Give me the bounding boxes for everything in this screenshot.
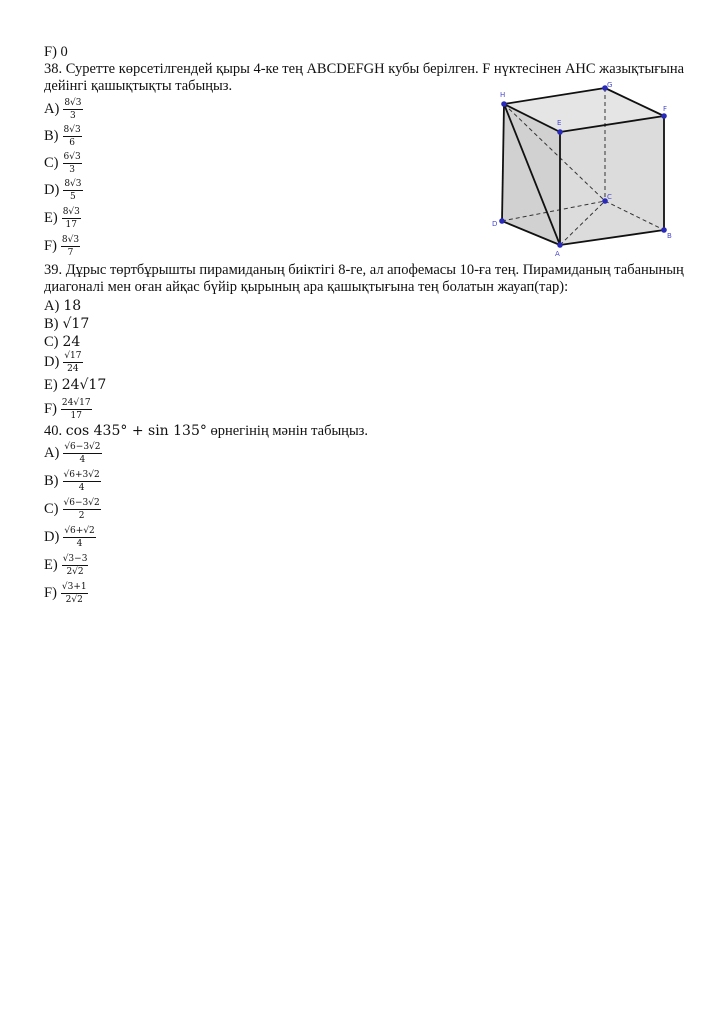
vertex-label-A: A <box>555 250 560 258</box>
option-fraction <box>61 582 88 605</box>
fraction-numerator: √6−3√2 <box>63 497 100 508</box>
q38-text-line2: дейінгі қашықтықты табыңыз. <box>44 78 233 94</box>
fraction-numerator: 6√3 <box>63 151 81 162</box>
vertex-F <box>661 113 667 119</box>
option-fraction <box>63 470 101 493</box>
vertex-H <box>501 101 507 107</box>
option-fraction <box>63 442 101 465</box>
option-fraction <box>62 554 89 577</box>
fraction-numerator: √3−3 <box>62 553 88 564</box>
option-label: B) <box>44 315 59 332</box>
fraction-numerator: √6−3√2 <box>64 441 101 452</box>
q40-expression: cos 435° + sin 135° <box>65 423 207 439</box>
option-label: B) <box>44 127 59 144</box>
q40-option-b[interactable] <box>44 468 101 494</box>
option-fraction <box>63 351 82 374</box>
q38-text-line1: 38. Суретте көрсетілгендей қыры 4-ке тең ABCDEFGH кубы берілген. F нүктесінен AHC жазықтығына <box>44 61 685 77</box>
option-label: A) <box>44 444 60 461</box>
fraction-denominator: 5 <box>70 191 76 202</box>
option-label: C) <box>44 333 59 350</box>
vertex-label-H: H <box>500 91 506 99</box>
fraction-numerator: 24√17 <box>61 397 91 408</box>
fraction-denominator: 2√2 <box>66 566 84 577</box>
fraction-denominator: 7 <box>67 247 74 258</box>
cube-face-front <box>560 116 664 245</box>
q40-number: 40. <box>44 423 63 439</box>
fraction-numerator: 8√3 <box>64 97 82 108</box>
fraction-denominator: 17 <box>65 219 77 230</box>
fraction-denominator: 17 <box>70 410 82 421</box>
fraction-denominator: 2 <box>78 510 85 521</box>
q40-option-d[interactable] <box>44 524 96 550</box>
fraction-numerator: √17 <box>64 350 82 361</box>
option-label: F) <box>44 400 57 417</box>
fraction-denominator: 3 <box>70 110 76 121</box>
option-label: C) <box>44 154 59 171</box>
option-label: F) <box>44 237 57 254</box>
q40-prompt: өрнегінің мәнін табыңыз. <box>210 423 369 439</box>
option-label: F) <box>44 584 57 601</box>
option-label: D) <box>44 528 60 545</box>
vertex-label-E: E <box>557 119 562 127</box>
q40-option-c[interactable] <box>44 496 101 522</box>
vertex-B <box>661 227 667 233</box>
q40-text <box>44 423 368 440</box>
option-value: 24√17 <box>61 377 107 393</box>
vertex-A <box>557 242 563 248</box>
vertex-label-B: B <box>667 232 672 240</box>
option-label: D) <box>44 181 60 198</box>
option-fraction <box>63 526 95 549</box>
option-fraction <box>61 398 92 421</box>
q39-option-f[interactable] <box>44 396 92 422</box>
option-value: √17 <box>62 316 90 332</box>
fraction-numerator: √3+1 <box>61 581 87 592</box>
fraction-numerator: √6+3√2 <box>63 469 100 480</box>
q40-option-e[interactable] <box>44 552 88 578</box>
option-label: E) <box>44 376 58 393</box>
vertex-label-C: C <box>607 193 612 201</box>
fraction-denominator: 4 <box>79 454 86 465</box>
vertex-E <box>557 129 563 135</box>
option-label: A) <box>44 100 60 117</box>
option-label: A) <box>44 297 60 314</box>
option-label: C) <box>44 500 59 517</box>
option-label: D) <box>44 353 60 370</box>
q39-option-e[interactable] <box>44 372 106 398</box>
fraction-denominator: 24 <box>67 363 79 374</box>
vertex-D <box>499 218 505 224</box>
option-label: B) <box>44 472 59 489</box>
option-value: 18 <box>63 298 82 314</box>
prev-answer-f: F) 0 <box>44 44 68 60</box>
option-fraction <box>63 498 101 521</box>
q40-option-f[interactable] <box>44 580 88 606</box>
fraction-denominator: 2√2 <box>65 594 83 605</box>
option-label: E) <box>44 209 58 226</box>
fraction-numerator: 8√3 <box>61 234 80 245</box>
fraction-denominator: 6 <box>69 137 75 148</box>
option-label: E) <box>44 556 58 573</box>
fraction-denominator: 3 <box>69 164 75 175</box>
q39-text-line2: диагоналі мен оған айқас бүйір қырының ара қашықтығына тең болатын жауап(тар): <box>44 279 569 295</box>
fraction-denominator: 4 <box>76 538 83 549</box>
q39-text-line1: 39. Дұрыс төртбұрышты пирамиданың биіктігі 8-ге, ал апофемасы 10-ға тең. Пирамиданың табанының <box>44 262 684 278</box>
option-value: 24 <box>62 334 81 350</box>
fraction-numerator: 8√3 <box>62 206 80 217</box>
fraction-numerator: 8√3 <box>64 178 82 189</box>
vertex-label-G: G <box>607 81 613 89</box>
vertex-label-D: D <box>492 220 498 228</box>
q40-option-a[interactable] <box>44 440 102 466</box>
vertex-label-F: F <box>663 105 668 113</box>
fraction-numerator: √6+√2 <box>64 525 95 536</box>
fraction-numerator: 8√3 <box>63 124 81 135</box>
fraction-denominator: 4 <box>78 482 85 493</box>
